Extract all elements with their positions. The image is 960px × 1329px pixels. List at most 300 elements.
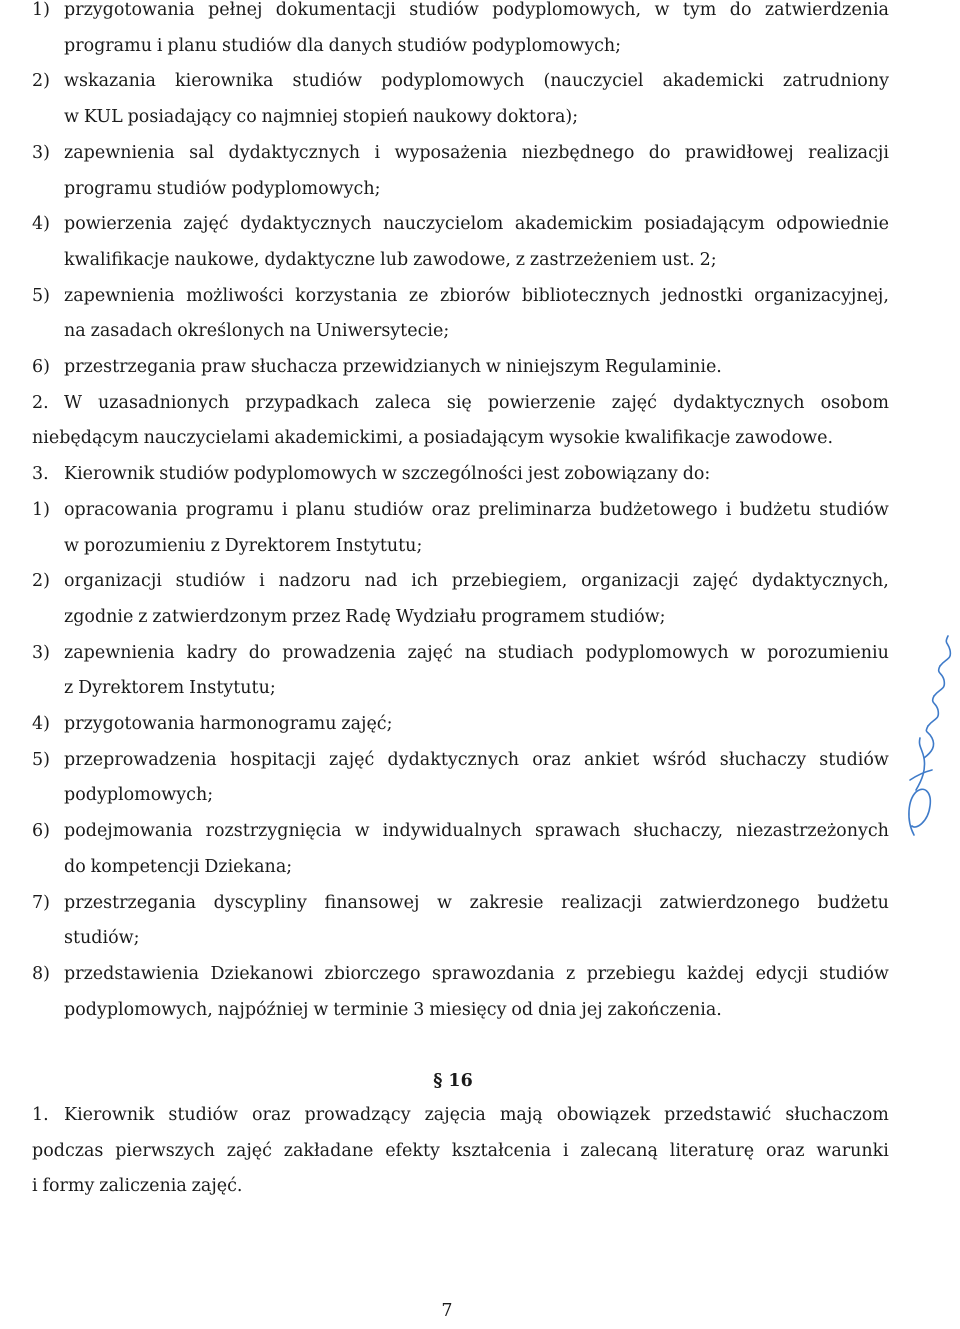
word: posiadającym (423, 428, 545, 449)
line-text (64, 777, 889, 813)
line-text (64, 885, 889, 921)
word: rozstrzygnięcia (205, 821, 342, 842)
word: studiów (222, 35, 292, 56)
line-text (32, 1168, 889, 1204)
word: dydaktycznych (240, 214, 372, 235)
word: zakresie (469, 892, 544, 913)
word: nad (364, 571, 398, 592)
word: kadry (186, 642, 237, 663)
word: powierzenia (64, 214, 172, 235)
word: w (740, 642, 756, 663)
text-line (32, 1133, 889, 1169)
word: zaleca (374, 392, 431, 413)
word: budżetu (817, 892, 889, 913)
word: w (485, 357, 501, 377)
word: harmonogramu (199, 714, 337, 734)
word: Kierownik (64, 464, 155, 485)
word: kierownika (175, 71, 274, 92)
word: zasadach (90, 321, 173, 342)
section-heading: § 16 (433, 1071, 473, 1091)
word: wysokie (548, 428, 620, 449)
word: posiadający (127, 107, 232, 128)
item-number: 1) (32, 499, 50, 520)
word: zajęć (611, 392, 657, 413)
word: podyplomowych (233, 464, 378, 485)
word: zapewnienia (64, 285, 175, 306)
word: słuchaczy (719, 749, 807, 770)
word: akademickim (514, 214, 633, 235)
word: Dziekanowi (210, 963, 314, 984)
word: najmniej (261, 107, 339, 128)
word: odpowiednie (776, 214, 889, 235)
line-text (32, 1133, 889, 1169)
text-line (32, 777, 889, 813)
word: zajęć (183, 214, 229, 235)
word: każdej (686, 963, 745, 984)
text-line (32, 99, 889, 135)
text-line (32, 813, 889, 849)
text-line (32, 206, 889, 242)
word: studiów (397, 35, 468, 56)
word: sal (189, 142, 215, 163)
word: zakończenia. (607, 999, 722, 1020)
word: oraz (532, 749, 571, 770)
word: planu (295, 499, 346, 520)
word: Radę (345, 606, 391, 627)
text-line (32, 670, 889, 706)
line-text (64, 349, 889, 385)
word: kwalifikacje (64, 249, 170, 270)
word: studiów (175, 571, 246, 592)
regulation-text (32, 0, 889, 1032)
word: studiów; (64, 928, 140, 949)
word: i (259, 571, 265, 592)
text-line (32, 135, 889, 171)
word: zatwierdzonym (152, 606, 288, 627)
word: w (381, 464, 397, 485)
word: preliminarza (478, 499, 592, 520)
word: literaturę (669, 1140, 755, 1161)
word: zajęcia (424, 1105, 486, 1125)
word: akademickimi, (274, 428, 404, 449)
word: programu (185, 499, 274, 520)
word: kształcenia (451, 1140, 552, 1161)
line-text (64, 742, 889, 778)
item-number: 2) (32, 71, 50, 92)
word: Wydziału (395, 606, 477, 627)
word: formy (42, 1176, 95, 1197)
word: warunki (816, 1140, 889, 1161)
word: podyplomowych; (64, 785, 214, 806)
word: kwalifikacje (624, 428, 731, 449)
word: studiów (156, 178, 227, 199)
word: praw (200, 357, 246, 377)
item-number: 6) (32, 821, 50, 842)
line-text (64, 171, 889, 207)
word: niniejszym (505, 357, 600, 377)
word: zbiorczego (324, 963, 421, 984)
word: bibliotecznych (521, 285, 651, 306)
word: realizacji (561, 892, 642, 913)
word: określonych (177, 321, 285, 342)
item-number: 3) (32, 642, 50, 663)
word: w (437, 892, 453, 913)
word: nauczycielom (383, 214, 504, 235)
word: sprawach (534, 821, 621, 842)
word: się (446, 392, 472, 413)
word: Kierownik (64, 1105, 155, 1125)
word: zgodnie (64, 606, 134, 627)
word: słuchaczom (785, 1105, 889, 1125)
word: szczególności (401, 464, 523, 485)
word: Dziekana; (204, 856, 293, 877)
word: słuchaczy, (633, 821, 724, 842)
word: porozumieniu (83, 535, 206, 556)
word: do (729, 0, 752, 20)
word: przewidzianych (342, 357, 481, 377)
word: oraz (251, 1105, 291, 1125)
text-line (32, 313, 889, 349)
word: jej (581, 999, 603, 1020)
text-line (32, 278, 889, 314)
word: studiów (168, 1105, 238, 1125)
word: zalecaną (580, 1140, 658, 1161)
line-text (64, 206, 889, 242)
word: dydaktyczne (264, 249, 376, 270)
line-text (32, 420, 889, 456)
word: budżetowego (599, 499, 718, 520)
word: podyplomowych (381, 71, 525, 92)
handwritten-signature (902, 630, 958, 845)
word: do (64, 856, 86, 877)
line-text (64, 635, 889, 671)
line-text (64, 278, 889, 314)
word: doktora); (496, 107, 579, 128)
word: prowadzenia (282, 642, 396, 663)
word: podyplomowych, (492, 0, 642, 20)
word: niebędącym (32, 428, 139, 449)
word: pełnej (208, 0, 263, 20)
text-line (32, 492, 889, 528)
text-line (32, 956, 889, 992)
word: z (138, 606, 148, 627)
word: zatrudniony (782, 71, 889, 92)
word: co (236, 107, 257, 128)
word: realizacji (808, 142, 889, 163)
word: Dyrektorem (224, 535, 331, 556)
text-line (32, 349, 889, 385)
word: ze (408, 285, 429, 306)
word: lub (380, 249, 409, 270)
word: podyplomowych; (471, 35, 622, 56)
text-line (32, 885, 889, 921)
line-text (64, 563, 889, 599)
word: zapewnienia (64, 142, 175, 163)
text-line (32, 706, 889, 742)
word: zobowiązany (564, 464, 678, 485)
line-text (64, 956, 889, 992)
word: studiów (819, 963, 889, 984)
word: na (464, 642, 487, 663)
word: do (648, 142, 671, 163)
word: dydaktycznych (673, 392, 805, 413)
word: przygotowania (64, 0, 195, 20)
item-number: 8) (32, 963, 50, 984)
word: uzasadnionych (98, 392, 230, 413)
word: zawodowe. (735, 428, 834, 449)
text-line (32, 1168, 889, 1204)
text-line (32, 599, 889, 635)
word: z (210, 535, 220, 556)
text-line (32, 242, 889, 278)
word: i (32, 1176, 38, 1197)
word: Instytutu; (189, 678, 276, 699)
word: naukowe, (174, 249, 260, 270)
word: dydaktycznych (387, 749, 519, 770)
word: w (313, 999, 329, 1020)
word: zakładane (283, 1140, 374, 1161)
word: z (566, 963, 576, 984)
word: przypadkach (245, 392, 359, 413)
word: zbiorów (439, 285, 511, 306)
text-line (32, 28, 889, 64)
word: przygotowania (64, 714, 195, 734)
word: i (374, 142, 381, 163)
text-line (32, 528, 889, 564)
word: dyscypliny (213, 892, 307, 913)
line-text (64, 456, 889, 492)
word: organizacji (581, 571, 679, 592)
word: przebiegu (586, 963, 676, 984)
word: zatwierdzonego (659, 892, 800, 913)
word: zapewnienia (64, 642, 175, 663)
text-line (32, 563, 889, 599)
line-text (64, 63, 889, 99)
word: planu (167, 35, 218, 56)
text-line (32, 456, 889, 492)
word: przedstawienia (64, 963, 200, 984)
word: Uniwersytecie; (316, 321, 450, 342)
line-text (64, 920, 889, 956)
item-number: 5) (32, 749, 50, 770)
word: kompetencji (90, 856, 200, 877)
word: W (64, 392, 82, 413)
text-line (32, 920, 889, 956)
word: przez (292, 606, 341, 627)
word: na (64, 321, 86, 342)
word: oraz (765, 1140, 805, 1161)
line-text (64, 99, 889, 135)
item-number: 5) (32, 285, 50, 306)
word: oraz (431, 499, 471, 520)
section-16-text (32, 1097, 889, 1207)
line-text (64, 28, 889, 64)
word: zajęć (407, 642, 453, 663)
word: Dyrektorem (78, 678, 185, 699)
word: podejmowania (64, 821, 193, 842)
word: studiów (159, 464, 229, 485)
word: budżetu (739, 499, 812, 520)
word: nauczycielami (143, 428, 270, 449)
line-text (64, 528, 889, 564)
text-line (32, 1097, 889, 1133)
word: KUL (83, 107, 123, 128)
word: przestrzegania (64, 357, 197, 377)
word: na (289, 321, 312, 342)
word: zaliczenia (99, 1176, 187, 1197)
word: dydaktycznych (228, 142, 361, 163)
word: powierzenie (487, 392, 596, 413)
word: i (156, 35, 163, 56)
word: programu (64, 178, 152, 199)
word: ankiet (583, 749, 640, 770)
word: w (654, 0, 670, 20)
word: najpóźniej (217, 999, 309, 1020)
word: prowadzący (304, 1105, 411, 1125)
word: podyplomowych; (231, 178, 381, 199)
word: z (515, 249, 526, 270)
line-text (64, 599, 889, 635)
word: zajęć. (191, 1176, 243, 1197)
word: wskazania (64, 71, 156, 92)
word: w (64, 535, 79, 556)
word: podyplomowych, (64, 999, 213, 1020)
line-text (64, 706, 889, 742)
word: studiów (409, 0, 479, 20)
item-number: 2) (32, 571, 50, 592)
word: edycji (755, 963, 808, 984)
text-line (32, 742, 889, 778)
text-line (32, 992, 889, 1028)
word: opracowania (64, 499, 178, 520)
word: akademicki (662, 71, 764, 92)
word: posiadającym (644, 214, 765, 235)
word: w (64, 107, 79, 128)
word: ust. (661, 249, 695, 270)
word: zatwierdzenia (764, 0, 889, 20)
line-text (64, 135, 889, 171)
word: dydaktycznych, (751, 571, 889, 592)
word: programem (481, 606, 586, 627)
word: porozumieniu (767, 642, 889, 663)
word: programu (64, 35, 152, 56)
word: niezastrzeżonych (736, 821, 889, 842)
word: dnia (538, 999, 577, 1020)
line-text (64, 992, 889, 1028)
text-line (32, 420, 889, 456)
word: Regulaminie. (604, 357, 722, 377)
word: korzystania (295, 285, 398, 306)
word: zastrzeżeniem (529, 249, 657, 270)
word: miesięcy (429, 999, 507, 1020)
word: od (511, 999, 534, 1020)
line-text (64, 670, 889, 706)
word: terminie (333, 999, 409, 1020)
item-number: 3. (32, 464, 49, 485)
text-line (32, 385, 889, 421)
word: tym (682, 0, 717, 20)
word: słuchacza (250, 357, 338, 377)
word: organizacyjnej, (754, 285, 889, 306)
word: studiów (353, 499, 424, 520)
word: przestrzegania (64, 892, 197, 913)
word: do: (682, 464, 711, 485)
word: i (562, 1140, 569, 1161)
word: obowiązek (556, 1105, 651, 1125)
word: sprawozdania (431, 963, 555, 984)
word: podyplomowych (585, 642, 729, 663)
word: studiach (498, 642, 574, 663)
line-text (64, 313, 889, 349)
word: jednostki (661, 285, 743, 306)
word: wśród (652, 749, 707, 770)
word: indywidualnych (382, 821, 522, 842)
word: osobom (820, 392, 889, 413)
word: i (281, 499, 288, 520)
line-text (64, 813, 889, 849)
word: studiów; (590, 606, 666, 627)
word: możliwości (186, 285, 284, 306)
text-line (32, 171, 889, 207)
line-text (64, 385, 889, 421)
word: hospitacji (229, 749, 316, 770)
word: pierwszych (115, 1140, 215, 1161)
word: stopień (342, 107, 408, 128)
item-number: 1) (32, 0, 50, 20)
item-number: 4) (32, 214, 50, 235)
word: z (64, 678, 74, 699)
text-line (32, 849, 889, 885)
word: a (408, 428, 419, 449)
word: zajęć (226, 1140, 272, 1161)
word: do (248, 642, 271, 663)
item-number: 6) (32, 357, 50, 377)
word: (nauczyciel (543, 71, 644, 92)
word: wyposażenia (394, 142, 508, 163)
word: naukowy (412, 107, 492, 128)
word: i (725, 499, 732, 520)
word: dla (296, 35, 324, 56)
word: ich (411, 571, 438, 592)
line-text (64, 849, 889, 885)
word: studiów (819, 749, 889, 770)
word: podczas (32, 1140, 104, 1161)
line-text (64, 492, 889, 528)
item-number: 7) (32, 892, 50, 913)
page-number: 7 (441, 1301, 453, 1321)
text-line (32, 0, 889, 28)
word: studiów (819, 499, 889, 520)
word: w (354, 821, 370, 842)
word: 3 (413, 999, 425, 1020)
word: przedstawić (664, 1105, 772, 1125)
word: Instytutu; (335, 535, 423, 556)
item-number: 4) (32, 714, 50, 734)
line-text (64, 0, 889, 28)
word: organizacji (64, 571, 162, 592)
word: niezbędnego (521, 142, 635, 163)
word: zajęć (692, 571, 739, 592)
word: 2; (699, 249, 717, 270)
item-number: 3) (32, 142, 50, 163)
word: studiów (292, 71, 363, 92)
word: nadzoru (278, 571, 351, 592)
word: przebiegiem, (451, 571, 568, 592)
item-number: 1. (32, 1105, 49, 1125)
word: zawodowe, (413, 249, 511, 270)
word: zajęć (329, 749, 375, 770)
word: przeprowadzenia (64, 749, 217, 770)
